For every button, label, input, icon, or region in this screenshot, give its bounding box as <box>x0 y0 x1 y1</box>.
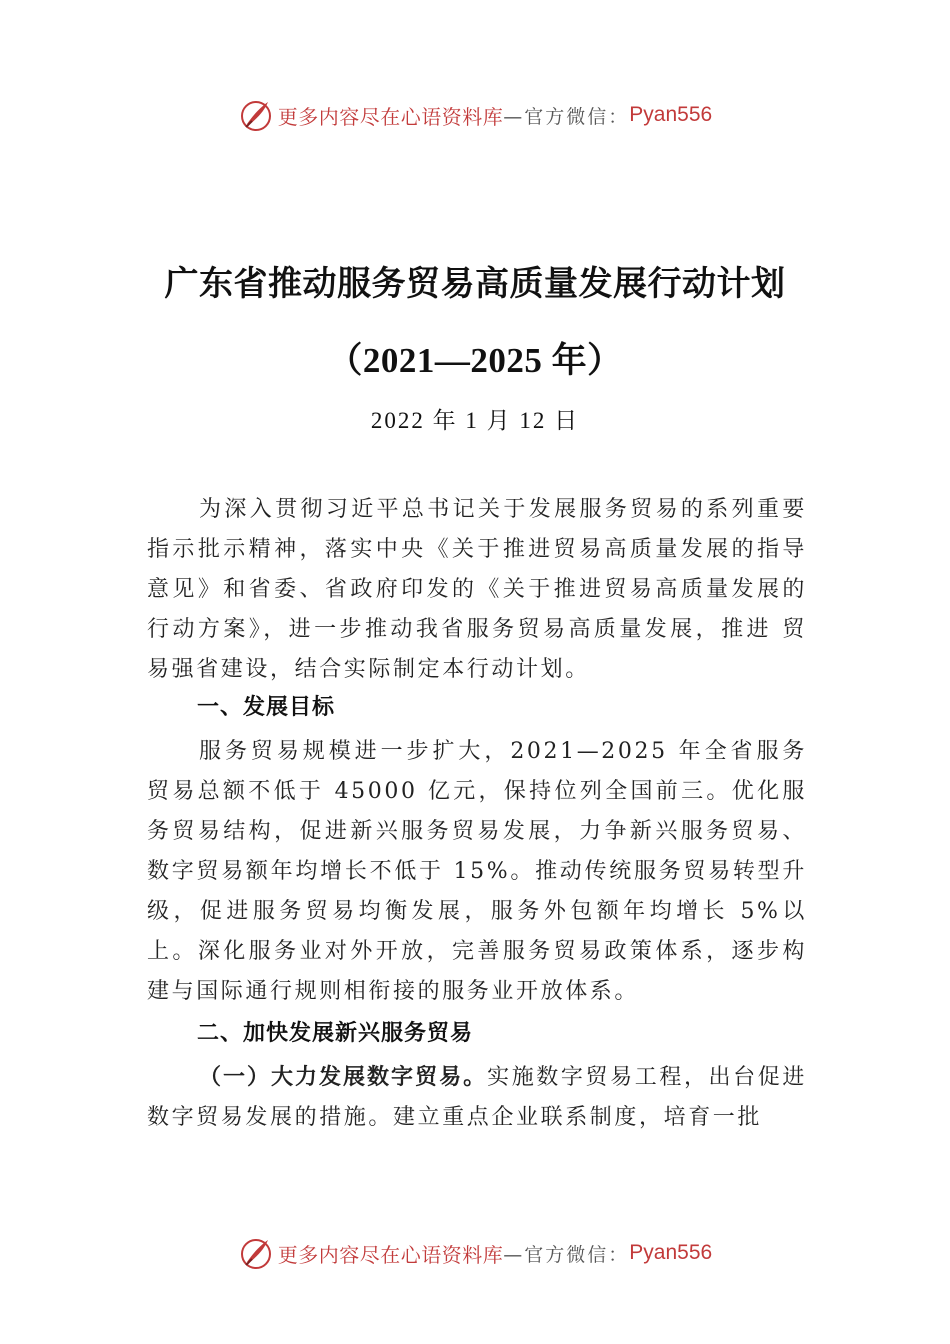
section-heading-2: 二、加快发展新兴服务贸易 <box>197 1021 474 1046</box>
watermark-label: —官方微信： <box>503 1243 630 1266</box>
quill-pen-icon <box>238 97 274 133</box>
watermark-header <box>0 95 950 135</box>
watermark-footer <box>0 1233 950 1273</box>
item-1-paragraph <box>147 1058 807 1138</box>
item-1-lead: （一）大力发展数字贸易。 <box>199 1065 488 1090</box>
intro-paragraph: 为深入贯彻习近平总书记关于发展服务贸易的系列重要指示批示精神，落实中央《关于推进贸易高质量发展的指导意见》和省委、省政府印发的《关于推进贸易高质量发展的行动方案》，进一步推动我省服务贸易高质量发展，推进 贸易强省建设，结合实际制定本行动计划。 <box>147 497 807 682</box>
quill-pen-icon <box>238 1235 274 1271</box>
watermark-label: —官方微信： <box>503 105 630 128</box>
watermark-account: Pyan556 <box>629 1241 713 1264</box>
document-title: 广东省推动服务贸易高质量发展行动计划 <box>164 264 786 304</box>
document-date: 2022 年 1 月 12 日 <box>370 408 580 433</box>
section-1-paragraph: 服务贸易规模进一步扩大，2021—2025 年全省服务贸易总额不低于 45000 亿元，保持位列全国前三。优化服务贸易结构，促进新兴服务贸易发展，力争新兴服务贸易、数字贸易额年均增长不低于 15%。推动传统服务贸易转型升级，促进服务贸易均衡发展，服务外包额年均增长 5%以上。深化服务业对外开放，完善服务贸易政策体系，逐步构建与国际通行规则相衔接的服务业开放体系。 <box>147 739 807 1004</box>
watermark-brand: 更多内容尽在心语资料库 <box>277 1242 504 1267</box>
item-1-body: 实施数字贸易工程，出台促进数字贸易发展的措施。建立重点企业联系制度，培育一批 <box>147 1065 807 1130</box>
document-subtitle: （2021—2025 年） <box>327 341 623 380</box>
section-heading-1: 一、发展目标 <box>197 695 336 720</box>
watermark-brand: 更多内容尽在心语资料库 <box>277 104 504 129</box>
watermark-account: Pyan556 <box>629 103 713 126</box>
